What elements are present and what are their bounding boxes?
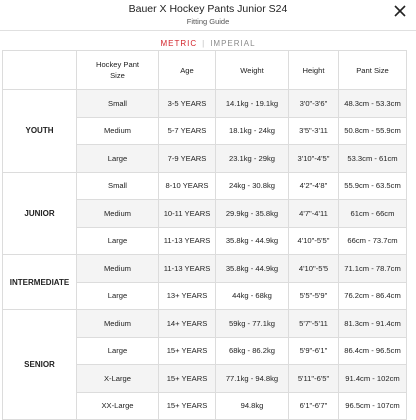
age-cell: 8-10 YEARS (159, 172, 216, 200)
table-row (3, 310, 407, 338)
fitting-guide-table (2, 50, 407, 420)
close-icon[interactable] (393, 4, 407, 18)
pant-size-cell: 55.9cm - 63.5cm (339, 172, 407, 200)
weight-cell: 44kg - 68kg (216, 282, 289, 310)
weight-cell: 94.8kg (216, 392, 289, 420)
age-cell: 5-7 YEARS (159, 117, 216, 145)
weight-cell: 23.1kg - 29kg (216, 145, 289, 173)
age-cell: 11-13 YEARS (159, 255, 216, 283)
unit-separator: | (202, 39, 206, 48)
height-cell: 4'7"-4'11 (289, 200, 339, 228)
age-cell: 11-13 YEARS (159, 227, 216, 255)
weight-cell: 14.1kg - 19.1kg (216, 90, 289, 118)
weight-cell: 24kg - 30.8kg (216, 172, 289, 200)
column-header-size: Pant Size (339, 51, 407, 90)
size-cell: Medium (77, 310, 159, 338)
pant-size-cell: 50.8cm - 55.9cm (339, 117, 407, 145)
pant-size-cell: 53.3cm - 61cm (339, 145, 407, 173)
age-cell: 3-5 YEARS (159, 90, 216, 118)
size-cell: X-Large (77, 365, 159, 393)
pant-size-cell: 96.5cm - 107cm (339, 392, 407, 420)
column-header-pant-size (77, 51, 159, 90)
modal-header (0, 0, 416, 31)
page-subtitle: Fitting Guide (186, 17, 230, 26)
age-cell: 7-9 YEARS (159, 145, 216, 173)
height-cell: 6'1"-6'7" (289, 392, 339, 420)
page-title: Bauer X Hockey Pants Junior S24 (128, 3, 288, 15)
size-cell: Large (77, 337, 159, 365)
weight-cell: 77.1kg - 94.8kg (216, 365, 289, 393)
weight-cell: 68kg - 86.2kg (216, 337, 289, 365)
age-cell: 15+ YEARS (159, 365, 216, 393)
size-cell: Large (77, 282, 159, 310)
size-cell: Medium (77, 200, 159, 228)
weight-cell: 35.8kg - 44.9kg (216, 227, 289, 255)
height-cell: 5'7"-5'11 (289, 310, 339, 338)
size-cell: Small (77, 90, 159, 118)
pant-size-cell: 66cm - 73.7cm (339, 227, 407, 255)
weight-cell: 59kg - 77.1kg (216, 310, 289, 338)
imperial-tab[interactable]: IMPERIAL (210, 39, 256, 48)
size-cell: XX-Large (77, 392, 159, 420)
height-cell: 5'9"-6'1" (289, 337, 339, 365)
size-cell: Medium (77, 255, 159, 283)
pant-size-cell: 86.4cm - 96.5cm (339, 337, 407, 365)
table-row (3, 172, 407, 200)
column-header-pant-size-label: Hockey Pant Size (95, 60, 140, 80)
size-cell: Large (77, 227, 159, 255)
height-cell: 4'10"-5'5" (289, 227, 339, 255)
age-cell: 15+ YEARS (159, 392, 216, 420)
age-cell: 15+ YEARS (159, 337, 216, 365)
group-label: INTERMEDIATE (3, 255, 77, 310)
column-header-age: Age (159, 51, 216, 90)
pant-size-cell: 81.3cm - 91.4cm (339, 310, 407, 338)
height-cell: 3'10"-4'5" (289, 145, 339, 173)
metric-tab[interactable]: METRIC (160, 39, 198, 48)
height-cell: 3'5"-3'11 (289, 117, 339, 145)
weight-cell: 35.8kg - 44.9kg (216, 255, 289, 283)
height-cell: 5'11"-6'5" (289, 365, 339, 393)
group-label: YOUTH (3, 90, 77, 173)
size-cell: Large (77, 145, 159, 173)
weight-cell: 29.9kg - 35.8kg (216, 200, 289, 228)
pant-size-cell: 71.1cm - 78.7cm (339, 255, 407, 283)
group-label: JUNIOR (3, 172, 77, 255)
age-cell: 13+ YEARS (159, 282, 216, 310)
pant-size-cell: 76.2cm - 86.4cm (339, 282, 407, 310)
pant-size-cell: 61cm - 66cm (339, 200, 407, 228)
table-header-row (3, 51, 407, 90)
height-cell: 3'0"-3'6" (289, 90, 339, 118)
table-row (3, 255, 407, 283)
height-cell: 4'10"-5'5 (289, 255, 339, 283)
age-cell: 10-11 YEARS (159, 200, 216, 228)
age-cell: 14+ YEARS (159, 310, 216, 338)
column-header-group (3, 51, 77, 90)
column-header-weight: Weight (216, 51, 289, 90)
table-body (3, 90, 407, 420)
height-cell: 5'5"-5'9" (289, 282, 339, 310)
table-row (3, 90, 407, 118)
height-cell: 4'2"-4'8" (289, 172, 339, 200)
group-label: SENIOR (3, 310, 77, 420)
pant-size-cell: 91.4cm - 102cm (339, 365, 407, 393)
size-cell: Medium (77, 117, 159, 145)
pant-size-cell: 48.3cm - 53.3cm (339, 90, 407, 118)
weight-cell: 18.1kg - 24kg (216, 117, 289, 145)
column-header-height: Height (289, 51, 339, 90)
size-cell: Small (77, 172, 159, 200)
